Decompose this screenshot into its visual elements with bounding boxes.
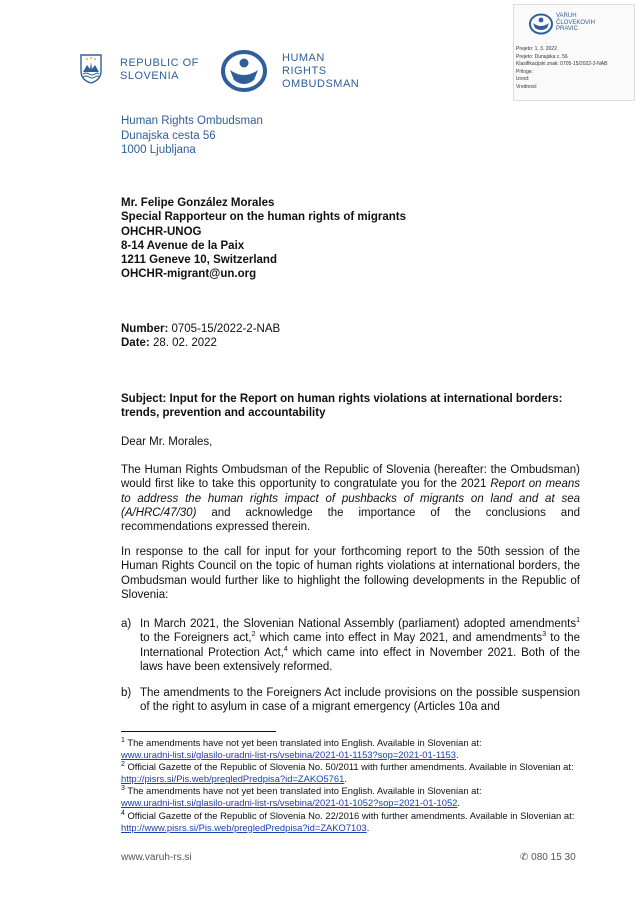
paragraph-text: and acknowledge the importance of the conclusions and recommendations expressed therein. <box>121 506 580 534</box>
stamp-brand-line: PRAVIC <box>556 26 578 32</box>
footnote-end: . <box>366 821 370 833</box>
footnote-text: The amendments have not yet been translated into English. Available in Slovenian at: <box>124 785 482 797</box>
ombudsman-line-1: HUMAN <box>282 52 325 64</box>
stamp-row: Klasifikacijski znak: 0705-15/2022-2-NAB <box>516 61 608 67</box>
list-item <box>121 617 580 674</box>
list-item <box>121 686 580 715</box>
sender-line: Human Rights Ombudsman <box>121 115 263 127</box>
stamp-brand-line: VARUH <box>556 13 577 19</box>
footnote-number: 3 <box>121 785 125 793</box>
item-text: In March 2021, the Slovenian National Assembly (parliament) adopted amendments <box>140 618 577 630</box>
republic-of-slovenia-label <box>120 57 199 83</box>
list-item-label: a) <box>121 618 132 630</box>
date-value: 28. 02. 2022 <box>152 337 217 350</box>
item-text: to the Foreigners act, <box>140 632 252 645</box>
stamp-row: Priloge: <box>516 68 533 75</box>
footnote <box>121 737 581 761</box>
footnote-number: 4 <box>121 809 125 817</box>
recipient-address <box>121 196 406 282</box>
footnote-link[interactable]: www.uradni-list.si/glasilo-uradni-list-rs/vsebina/2021-01-1052?sop=2021-01-1052 <box>121 797 458 809</box>
slovenia-coat-of-arms-icon <box>80 54 102 89</box>
footnote-link[interactable]: http://pisrs.si/Pis.web/pregledPredpisa?id=ZAKO5761 <box>121 773 345 785</box>
footnote-divider <box>121 731 276 732</box>
footnote-ref[interactable]: 1 <box>576 617 580 625</box>
recipient-line: 1211 Geneve 10, Switzerland <box>121 254 277 267</box>
stamp-rows <box>516 46 630 91</box>
recipient-line: Special Rapporteur on the human rights of migrants <box>121 211 406 224</box>
sender-line: 1000 Ljubljana <box>121 144 196 156</box>
number-row <box>121 322 280 336</box>
footnote <box>121 810 581 834</box>
letter-meta <box>121 322 280 351</box>
list-item-text: The amendments to the Foreigners Act include provisions on the possible suspension of the right to asylum in case of a migrant emergency (Articles 10a and <box>140 687 580 714</box>
footnote-ref[interactable]: 2 <box>251 631 256 639</box>
stamp-row: Prejeto: 1. 3. 2022 <box>516 46 557 52</box>
footnote-number: 1 <box>121 736 125 744</box>
item-text: to the International Protection Act, <box>140 632 581 659</box>
republic-line-2: SLOVENIA <box>120 70 180 82</box>
recipient-email[interactable]: OHCHR-migrant@un.org <box>121 268 257 281</box>
stamp-brand-line: ČLOVEKOVIH <box>556 19 596 26</box>
ombudsman-logo-icon <box>220 50 268 97</box>
footer-phone-number: 080 15 30 <box>531 852 576 863</box>
footnote-end: . <box>456 749 459 761</box>
stamp-row: Vrednost: <box>516 83 538 90</box>
footnotes <box>121 737 581 834</box>
sender-address <box>121 114 263 158</box>
footnote-link[interactable]: www.uradni-list.si/glasilo-uradni-list-rs/vsebina/2021-01-1153?sop=2021-01-1153 <box>121 749 456 761</box>
footnote <box>121 761 581 785</box>
date-row <box>121 336 280 350</box>
footnote-number: 2 <box>121 761 125 769</box>
footnote-ref[interactable]: 3 <box>542 631 547 639</box>
paragraph-intro <box>121 463 580 534</box>
subject-line: Subject: Input for the Report on human rights violations at international borders: trends, prevention and accountability <box>121 393 563 420</box>
footnote-ref[interactable]: 4 <box>283 645 288 653</box>
salutation: Dear Mr. Morales, <box>121 436 213 448</box>
republic-line-1: REPUBLIC OF <box>120 57 199 69</box>
item-text: which came into effect in November 2021. Both of the laws have been extensively reformed. <box>140 646 580 673</box>
report-title: Report on means to address the human rights impact of pushbacks of migrants on land and at sea (A/HRC/47/30) <box>121 478 580 519</box>
footnote-text: The amendments have not yet been translated into English. Available in Slovenian at: <box>124 737 482 748</box>
stamp-row: Izvod: <box>516 76 530 82</box>
sender-line: Dunajska cesta 56 <box>121 129 216 142</box>
stamp-brand <box>556 13 595 33</box>
list-item-text <box>140 617 580 674</box>
date-label: Date: <box>121 337 150 350</box>
footnote-end: . <box>344 773 347 785</box>
ombudsman-line-3: OMBUDSMAN <box>282 78 360 90</box>
recipient-line: Mr. Felipe González Morales <box>121 197 275 209</box>
footer-phone <box>520 852 576 863</box>
paragraph-response: In response to the call for input for your forthcoming report to the 50th session of the Human Rights Council on the topic of human rights violations at international borders, the Ombudsman would further like to highlight the following developments in the Republic of Slovenia: <box>121 546 580 601</box>
stamp-row: Prejeto: Dunajska c. 56 <box>516 53 568 60</box>
receipt-stamp <box>513 4 635 101</box>
footnote-text: Official Gazette of the Republic of Slovenia No. 50/2011 with further amendments. Available in Slovenian at: <box>124 761 574 773</box>
footnote-end: . <box>457 797 460 809</box>
footnote-link[interactable]: http://www.pisrs.si/Pis.web/pregledPredpisa?id=ZAKO7103 <box>121 821 367 833</box>
paragraph-text: The Human Rights Ombudsman of the Republic of Slovenia (hereafter: the Ombudsman) would first like to take this opportunity to congratulate you for the 2021 <box>121 464 580 491</box>
stamp-logo-icon <box>528 13 554 35</box>
number-value: 0705-15/2022-2-NAB <box>171 323 281 335</box>
item-text: which came into effect in May 2021, and amendments <box>255 632 543 645</box>
footnote-text: Official Gazette of the Republic of Slovenia No. 22/2016 with further amendments. Available in Slovenian at: <box>124 809 575 821</box>
ombudsman-line-2: RIGHTS <box>282 65 327 77</box>
recipient-line: 8-14 Avenue de la Paix <box>121 239 245 252</box>
number-label: Number: <box>121 323 169 335</box>
phone-icon: ✆ <box>520 852 529 863</box>
footnote <box>121 785 581 809</box>
footer-website[interactable]: www.varuh-rs.si <box>121 852 192 863</box>
human-rights-ombudsman-label <box>282 52 359 91</box>
recipient-line: OHCHR-UNOG <box>121 225 202 238</box>
list-item-label: b) <box>121 687 132 699</box>
